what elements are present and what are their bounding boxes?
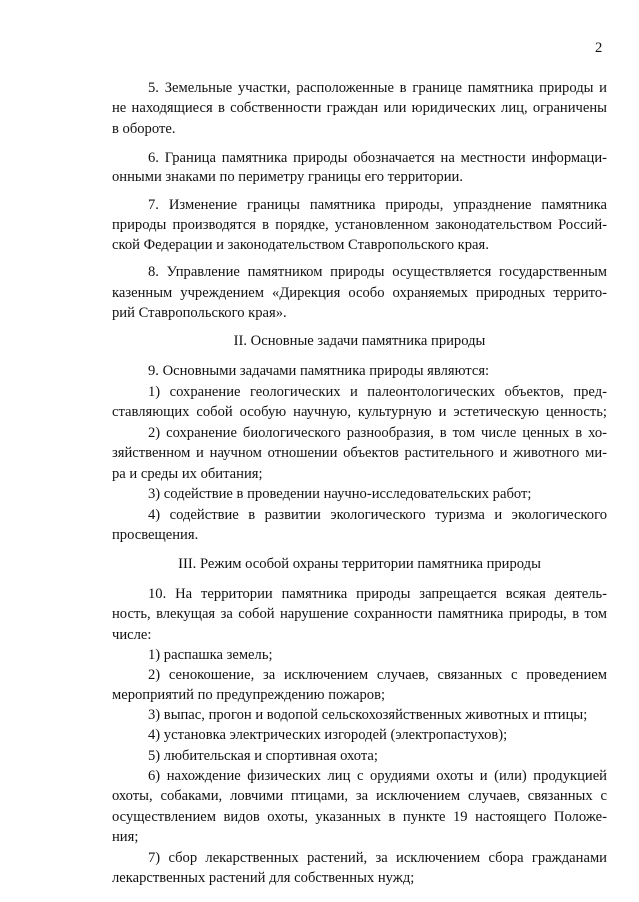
text-line: онными знаками по периметру границы его территории. [112, 169, 463, 185]
text-line: 2) сенокошение, за исключением случаев, связанных с проведением [148, 667, 607, 683]
page-number: 2 [595, 40, 603, 56]
text-line: рий Ставропольского края». [112, 305, 287, 321]
text-line: ния; [112, 829, 139, 845]
text-line: 2) сохранение биологического разнообразия, в том числе ценных в хо- [148, 425, 607, 441]
text-line: 6. Граница памятника природы обозначается на местности информаци- [148, 150, 607, 166]
text-line: 5) любительская и спортивная охота; [148, 748, 378, 764]
text-line: 6) нахождение физических лиц с орудиями охоты и (или) продукцией [148, 768, 607, 784]
section-heading: III. Режим особой охраны территории памятника природы [178, 556, 541, 572]
text-line: ра и среды их обитания; [112, 466, 263, 482]
text-line: 4) содействие в развитии экологического туризма и экологического [148, 507, 607, 523]
text-line: 3) выпас, прогон и водопой сельскохозяйственных животных и птицы; [148, 707, 588, 723]
text-line: 9. Основными задачами памятника природы являются: [148, 363, 490, 379]
text-line: 8. Управление памятником природы осуществляется государственным [148, 264, 607, 280]
text-line: 10. На территории памятника природы запрещается всякая деятель- [148, 586, 607, 602]
text-line: ской Федерации и законодательством Ставропольского края. [112, 237, 489, 253]
text-line: 1) сохранение геологических и палеонтологических объектов, пред- [148, 384, 607, 400]
text-line: ность, влекущая за собой нарушение сохранности памятника природы, в том [112, 606, 607, 622]
section-heading: II. Основные задачи памятника природы [233, 333, 486, 349]
text-line: природы производятся в порядке, установленном законодательством Россий- [112, 217, 607, 233]
text-line: в обороте. [112, 121, 176, 137]
text-line: лекарственных растений для собственных нужд; [112, 870, 415, 886]
text-line: мероприятий по предупреждению пожаров; [112, 687, 386, 703]
text-line: осуществлением видов охоты, указанных в пункте 19 настоящего Положе- [112, 809, 607, 825]
text-line: ставляющих собой особую научную, культурную и эстетическую ценность; [112, 404, 607, 420]
text-line: 1) распашка земель; [148, 647, 273, 663]
text-line: не находящиеся в собственности граждан или юридических лиц, ограничены [112, 100, 607, 116]
text-line: просвещения. [112, 527, 199, 543]
text-line: 7. Изменение границы памятника природы, упразднение памятника [148, 197, 607, 213]
text-line: охоты, собаками, ловчими птицами, за исключением случаев, связанных с [112, 788, 607, 804]
text-line: казенным учреждением «Дирекция особо охраняемых природных террито- [112, 285, 607, 301]
text-line: числе: [112, 627, 152, 643]
text-line: 3) содействие в проведении научно-исследовательских работ; [148, 486, 532, 502]
text-line: 4) установка электрических изгородей (электропастухов); [148, 727, 508, 743]
text-line: 7) сбор лекарственных растений, за исключением сбора гражданами [148, 850, 607, 866]
text-line: 5. Земельные участки, расположенные в границе памятника природы и [148, 80, 607, 96]
text-line: зяйственном и научном отношении объектов растительного и животного ми- [112, 445, 607, 461]
